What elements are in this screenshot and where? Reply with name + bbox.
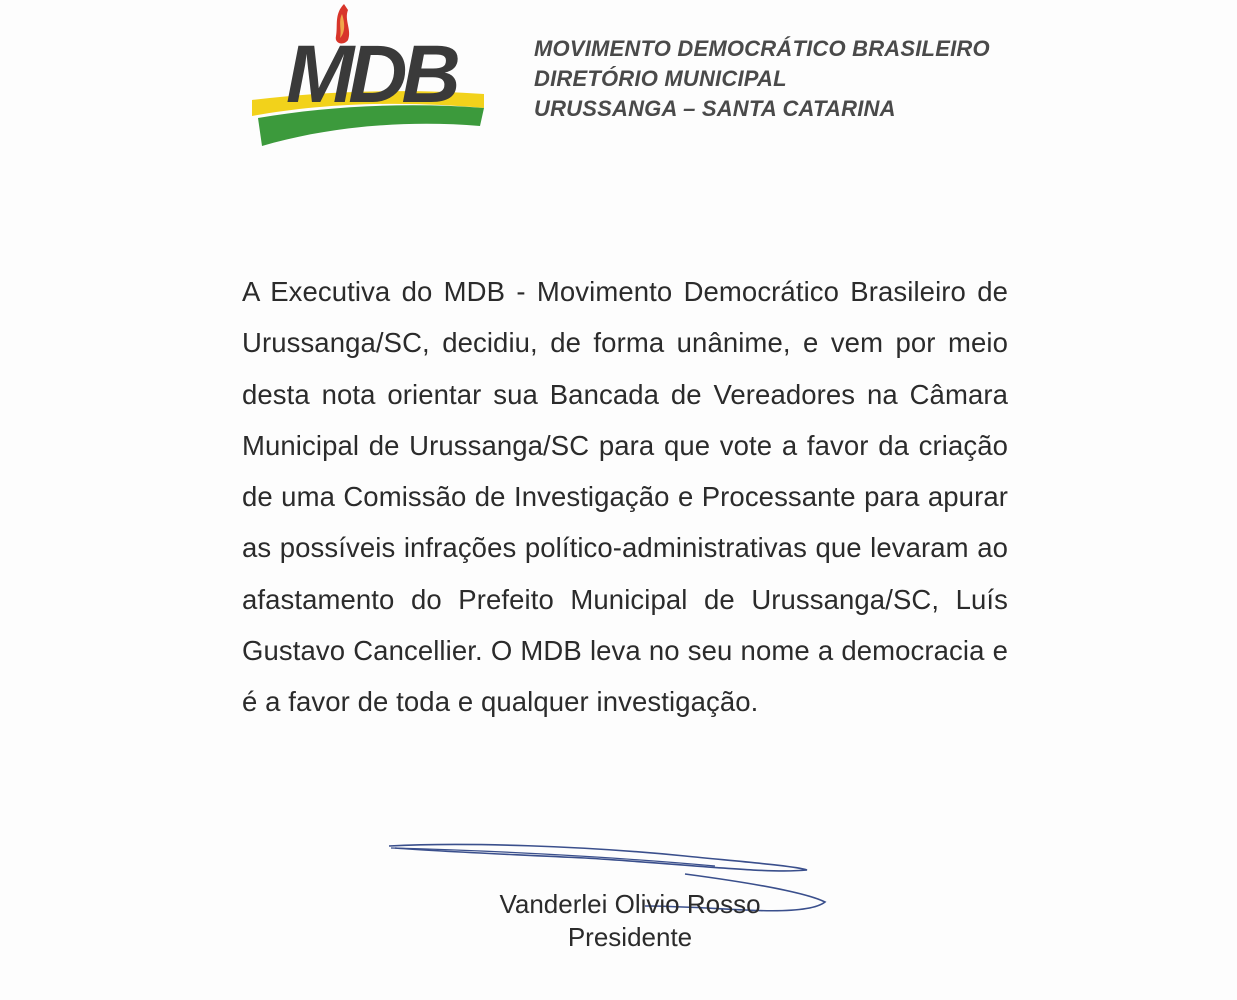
letterhead-line-2: DIRETÓRIO MUNICIPAL bbox=[534, 66, 787, 91]
letterhead bbox=[534, 34, 1054, 124]
letterhead-line-3: URUSSANGA – SANTA CATARINA bbox=[534, 96, 896, 121]
note-body: A Executiva do MDB - Movimento Democrático Brasileiro de Urussanga/SC, decidiu, de forma unânime, e vem por meio desta nota orientar sua Bancada de Vereadores na Câmara Municipal de Urussanga/SC para que vote a favor da criação de uma Comissão de Investigação e Processante para apurar as possíveis infrações político-administrativas que levaram ao afastamento do Prefeito Municipal de Urussanga/SC, Luís Gustavo Cancellier. O MDB leva no seu nome a democracia e é a favor de toda e qualquer investigação. bbox=[242, 276, 1008, 718]
signer-name: Vanderlei Olivio Rosso bbox=[499, 889, 761, 919]
mdb-logo bbox=[248, 0, 488, 152]
signature-block bbox=[420, 888, 840, 954]
letterhead-line-1: MOVIMENTO DEMOCRÁTICO BRASILEIRO bbox=[534, 36, 990, 61]
signer-title: Presidente bbox=[567, 922, 693, 952]
logo-lettering: MDB bbox=[286, 29, 455, 120]
